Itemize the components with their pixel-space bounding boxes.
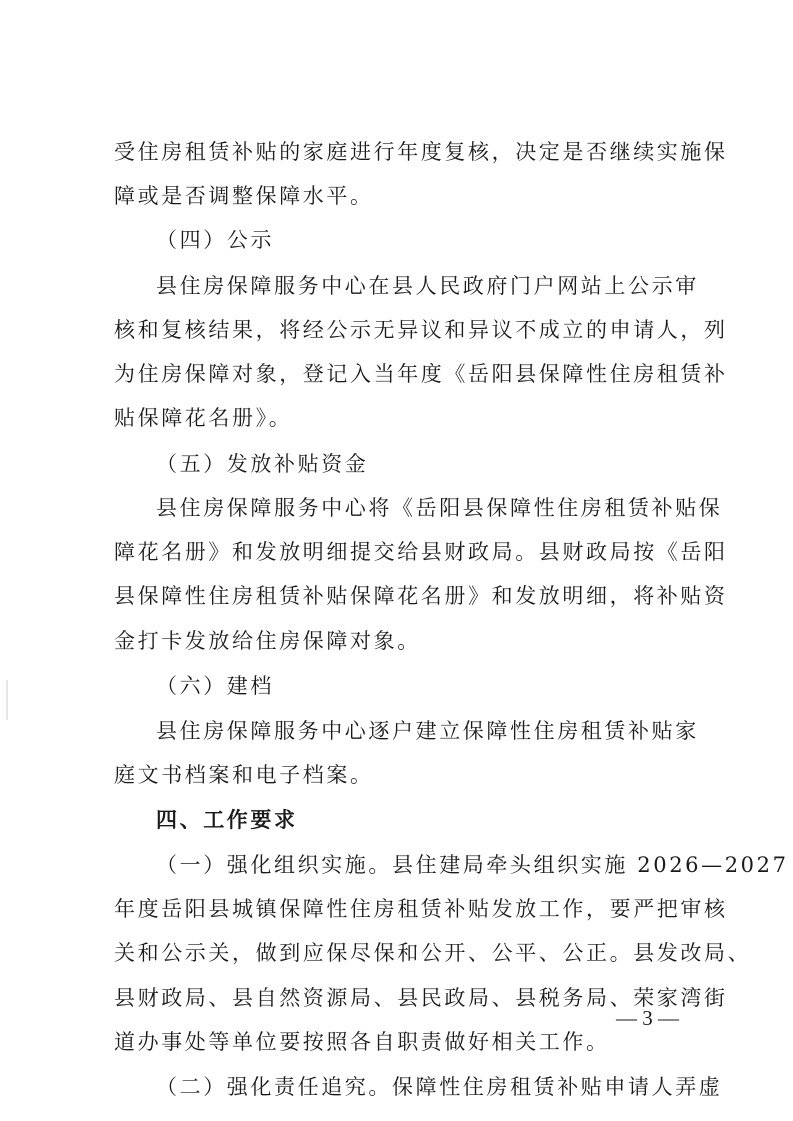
paragraph-first-line: 县住房保障服务中心在县人民政府门户网站上公示审 <box>156 274 699 298</box>
subsection-heading: （四）公示 <box>156 228 274 252</box>
body-text-line: 障花名册》和发放明细提交给县财政局。县财政局按《岳阳 <box>114 540 728 564</box>
scan-edge-mark <box>6 680 8 720</box>
body-text-line: 金打卡发放给住房保障对象。 <box>114 629 421 653</box>
paragraph-first-line: （二）强化责任追究。保障性住房租赁补贴申请人弄虚 <box>156 1075 723 1099</box>
body-text-line: 县财政局、县自然资源局、县民政局、县税务局、荣家湾街 <box>114 986 728 1010</box>
subsection-heading: （五）发放补贴资金 <box>156 452 369 476</box>
body-text-line: 庭文书档案和电子档案。 <box>114 763 374 787</box>
body-text-line: 道办事处等单位要按照各自职责做好相关工作。 <box>114 1030 610 1054</box>
body-text-line: 受住房租赁补贴的家庭进行年度复核，决定是否继续实施保 <box>114 140 728 164</box>
subsection-heading: （六）建档 <box>156 674 274 698</box>
body-text-line: 关和公示关，做到应保尽保和公开、公平、公正。县发改局、 <box>114 941 752 965</box>
body-text-line: 障或是否调整保障水平。 <box>114 184 374 208</box>
paragraph-first-line: 县住房保障服务中心逐户建立保障性住房租赁补贴家 <box>156 719 699 743</box>
paragraph-first-line: 县住房保障服务中心将《岳阳县保障性住房租赁补贴保 <box>156 496 723 520</box>
paragraph-first-line: （一）强化组织实施。县住建局牵头组织实施 2026—2027 <box>156 853 789 877</box>
body-text-line: 核和复核结果，将经公示无异议和异议不成立的申请人，列 <box>114 318 728 342</box>
body-text-line: 贴保障花名册》。 <box>114 406 293 430</box>
body-text-line: 为住房保障对象，登记入当年度《岳阳县保障性住房租赁补 <box>114 362 728 386</box>
section-heading: 四、工作要求 <box>156 807 298 832</box>
page-number: — 3 — <box>616 1006 679 1030</box>
body-text-line: 县保障性住房租赁补贴保障花名册》和发放明细，将补贴资 <box>114 584 728 608</box>
body-text-line: 年度岳阳县城镇保障性住房租赁补贴发放工作，要严把审核 <box>114 897 728 921</box>
